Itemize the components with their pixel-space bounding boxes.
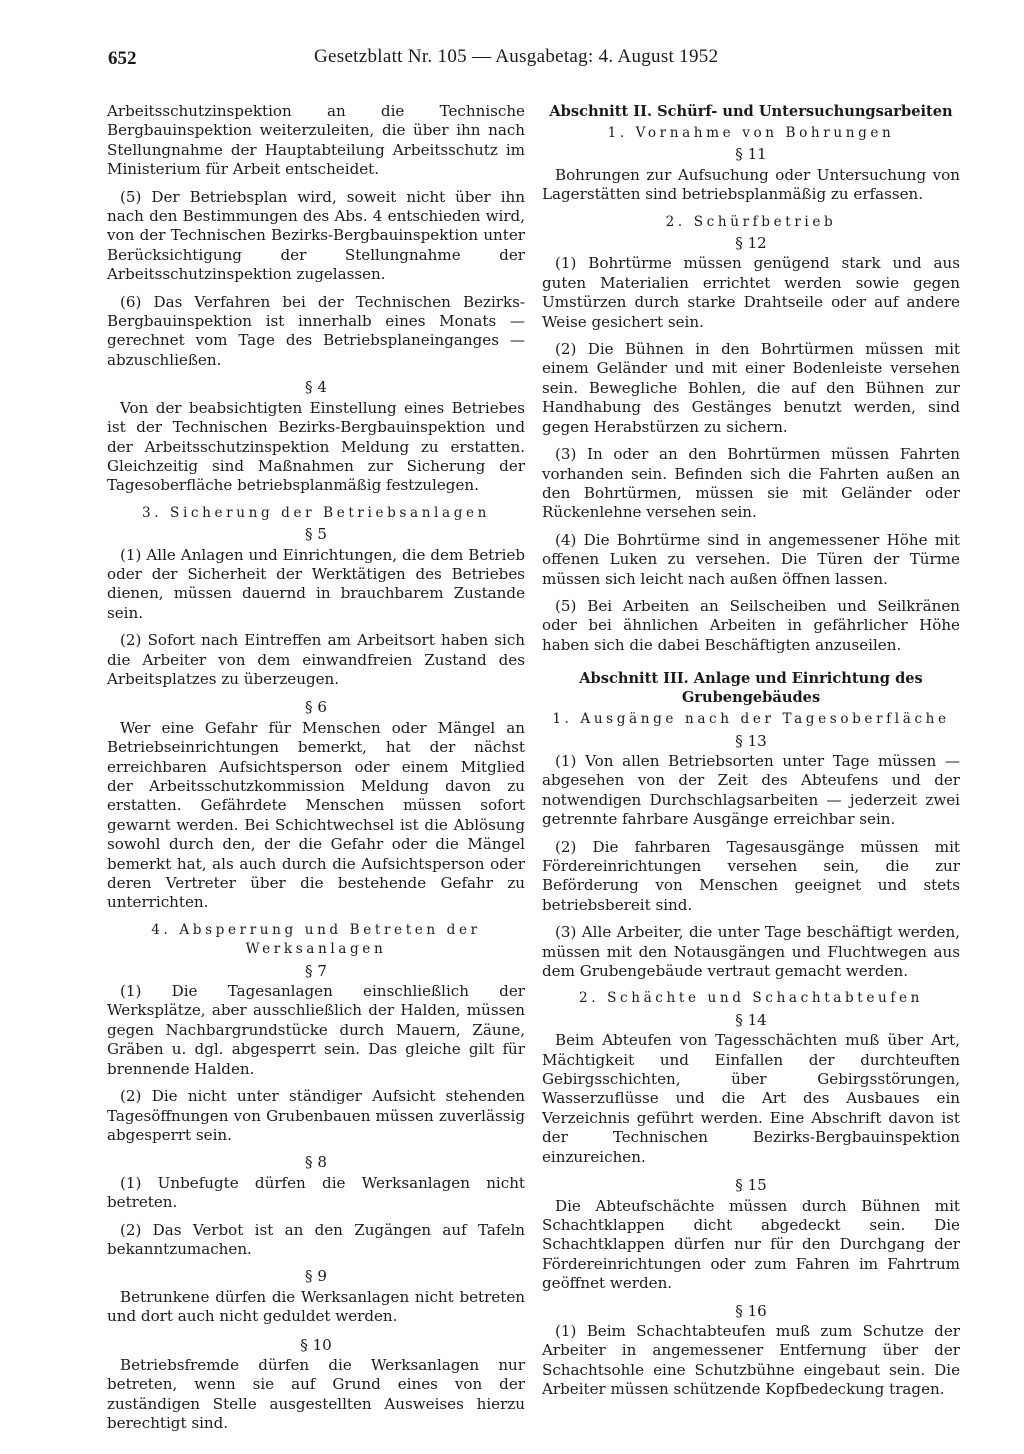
subsection-heading: 4. Absperrung und Betreten der Werksanlagen	[151, 921, 481, 958]
section-heading: § 15	[735, 1176, 767, 1195]
paragraph: (2) Die Bühnen in den Bohrtürmen müssen mit einem Geländer und mit einer Bodenleiste versehen sein. Bewegliche Bohlen, die auf den Bühnen zur Handhabung des Gestänges benutzt werden, sind gegen Herabstürzen zu sichern.	[542, 340, 960, 436]
section-heading: § 12	[735, 234, 767, 253]
section-heading: § 16	[735, 1301, 767, 1320]
paragraph: Beim Abteufen von Tagesschächten muß über Art, Mächtigkeit und Einfallen der durchteuften Gebirgsschichten, über Gebirgsstörungen, Wasserzuflüsse und die Art des Ausbaues ein Verzeichnis geführt werden. Eine Abschrift davon ist der Technischen Bezirks-Bergbauinspektion einzureichen.	[542, 1031, 960, 1166]
page-header	[108, 46, 960, 76]
part-heading: Abschnitt II. Schürf- und Untersuchungsarbeiten	[549, 103, 953, 120]
paragraph: (1) Unbefugte dürfen die Werksanlagen nicht betreten.	[107, 1173, 525, 1212]
section-heading: § 5	[305, 525, 327, 544]
subsection-heading: 1. Ausgänge nach der Tagesoberfläche	[552, 711, 950, 728]
subsection-heading: 2. Schürfbetrieb	[665, 213, 837, 230]
paragraph: (5) Bei Arbeiten an Seilscheiben und Seilkränen oder bei ähnlichen Arbeiten in gefährlicher Höhe haben sich die dabei Beschäftigten anzuseilen.	[542, 596, 960, 654]
subsection-heading: 1. Vornahme von Bohrungen	[607, 125, 895, 141]
paragraph: Arbeitsschutzinspektion an die Technische Bergbauinspektion weiterzuleiten, die über ihn nach Stellungnahme der Hauptabteilung Arbeitsschutz im Ministerium für Arbeit entscheidet.	[107, 102, 525, 179]
paragraph: Die Abteufschächte müssen durch Bühnen mit Schachtklappen dicht abgedeckt sein. Die Schachtklappen dürfen nur für den Durchgang der Fördereinrichtungen oder zum Fahren im Fahrtrum geöffnet werden.	[542, 1196, 960, 1293]
page-number: 652	[108, 48, 137, 69]
right-column	[542, 102, 960, 1408]
paragraph: (4) Die Bohrtürme sind in angemessener Höhe mit offenen Luken zu versehen. Die Türen der Türme müssen sich leicht nach außen öffnen lassen.	[542, 530, 960, 588]
gazette-title: Gesetzblatt Nr. 105 — Ausgabetag: 4. August 1952	[314, 46, 719, 67]
paragraph: (6) Das Verfahren bei der Technischen Bezirks-Bergbauinspektion ist innerhalb eines Monats — gerechnet vom Tage des Betriebsplaneinganges — abzuschließen.	[107, 292, 525, 369]
paragraph: Betrunkene dürfen die Werksanlagen nicht betreten und dort auch nicht geduldet werden.	[107, 1287, 525, 1326]
paragraph: Wer eine Gefahr für Menschen oder Mängel an Betriebseinrichtungen bemerkt, hat der nächst erreichbaren Aufsichtsperson oder einem Mitglied der Arbeitsschutzkommission Meldung davon zu erstatten. Gefährdete Menschen müssen sofort gewarnt werden. Bei Schichtwechsel ist die Ablösung sowohl durch den, der die Gefahr oder die Mängel bemerkt hat, als auch durch die Aufsichtsperson oder deren Vertreter über die bestehende Gefahr zu unterrichten.	[107, 718, 525, 912]
paragraph: (3) Alle Arbeiter, die unter Tage beschäftigt werden, müssen mit den Notausgängen und Fluchtwegen aus dem Grubengebäude vertraut gemacht werden.	[542, 923, 960, 981]
paragraph: (2) Das Verbot ist an den Zugängen auf Tafeln bekanntzumachen.	[107, 1220, 525, 1258]
subsection-heading: 3. Sicherung der Betriebsanlagen	[141, 504, 491, 521]
section-heading: § 8	[305, 1153, 327, 1172]
paragraph: (1) Die Tagesanlagen einschließlich der Werksplätze, aber ausschließlich der Halden, müssen gegen Nachbargrundstücke durch Mauern, Zäune, Gräben u. dgl. abgesperrt sein. Das gleiche gilt für brennende Halden.	[107, 982, 525, 1078]
part-heading: Abschnitt III. Anlage und Einrichtung des Grubengebäudes	[579, 670, 923, 707]
section-heading: § 7	[305, 961, 327, 980]
paragraph: Von der beabsichtigten Einstellung eines Betriebes ist der Technischen Bezirks-Bergbauinspektion und der Arbeitsschutzinspektion Meldung zu erstatten. Gleichzeitig sind Maßnahmen zur Sicherung der Tagesoberfläche betriebsplanmäßig festzulegen.	[107, 398, 525, 495]
paragraph: Bohrungen zur Aufsuchung oder Untersuchung von Lagerstätten sind betriebsplanmäßig zu erfassen.	[542, 165, 960, 204]
paragraph: Betriebsfremde dürfen die Werksanlagen nur betreten, wenn sie auf Grund eines von der zuständigen Stelle ausgestellten Ausweises hierzu berechtigt sind.	[107, 1355, 525, 1433]
paragraph: (2) Sofort nach Eintreffen am Arbeitsort haben sich die Arbeiter von dem einwandfreien Zustand des Arbeitsplatzes zu überzeugen.	[107, 631, 525, 688]
paragraph: (1) Beim Schachtabteufen muß zum Schutze der Arbeiter in angemessener Entfernung über der Schachtsohle eine Schutzbühne eingebaut sein. Die Arbeiter müssen schützende Kopfbedeckung tragen.	[542, 1321, 960, 1399]
paragraph: (1) Bohrtürme müssen genügend stark und aus guten Materialien errichtet werden sowie gegen Umstürzen durch starke Drahtseile oder auf andere Weise gesichert sein.	[542, 254, 960, 331]
section-heading: § 14	[735, 1010, 767, 1029]
paragraph: (2) Die nicht unter ständiger Aufsicht stehenden Tagesöffnungen von Grubenbauen müssen zuverlässig abgesperrt sein.	[107, 1087, 525, 1144]
section-heading: § 6	[305, 698, 327, 717]
subsection-heading: 2. Schächte und Schachtabteufen	[579, 990, 923, 1007]
paragraph: (5) Der Betriebsplan wird, soweit nicht über ihn nach den Bestimmungen des Abs. 4 entschieden wird, von der Technischen Bezirks-Bergbauinspektion unter Berücksichtigung der Stellungnahme der Arbeitsschutzinspektion zugelassen.	[107, 187, 525, 284]
section-heading: § 11	[735, 145, 767, 164]
section-heading: § 4	[305, 378, 327, 397]
paragraph: (3) In oder an den Bohrtürmen müssen Fahrten vorhanden sein. Befinden sich die Fahrten außen an den Bohrtürmen, müssen sie mit Geländer oder Rückenlehne versehen sein.	[542, 445, 960, 522]
paragraph: (2) Die fahrbaren Tagesausgänge müssen mit Fördereinrichtungen versehen sein, die zur Beförderung von Menschen geeignet und stets betriebsbereit sind.	[542, 837, 960, 914]
section-heading: § 10	[300, 1335, 332, 1354]
left-column	[107, 102, 525, 1442]
paragraph: (1) Von allen Betriebsorten unter Tage müssen — abgesehen von der Zeit des Abteufens und der notwendigen Durchschlagsarbeiten — jederzeit zwei getrennte fahrbare Ausgänge erreichbar sein.	[542, 751, 960, 829]
section-heading: § 13	[735, 731, 767, 750]
paragraph: (1) Alle Anlagen und Einrichtungen, die dem Betrieb oder der Sicherheit der Werktätigen des Betriebes dienen, müssen dauernd in brauchbarem Zustande sein.	[107, 545, 525, 622]
section-heading: § 9	[305, 1267, 327, 1286]
